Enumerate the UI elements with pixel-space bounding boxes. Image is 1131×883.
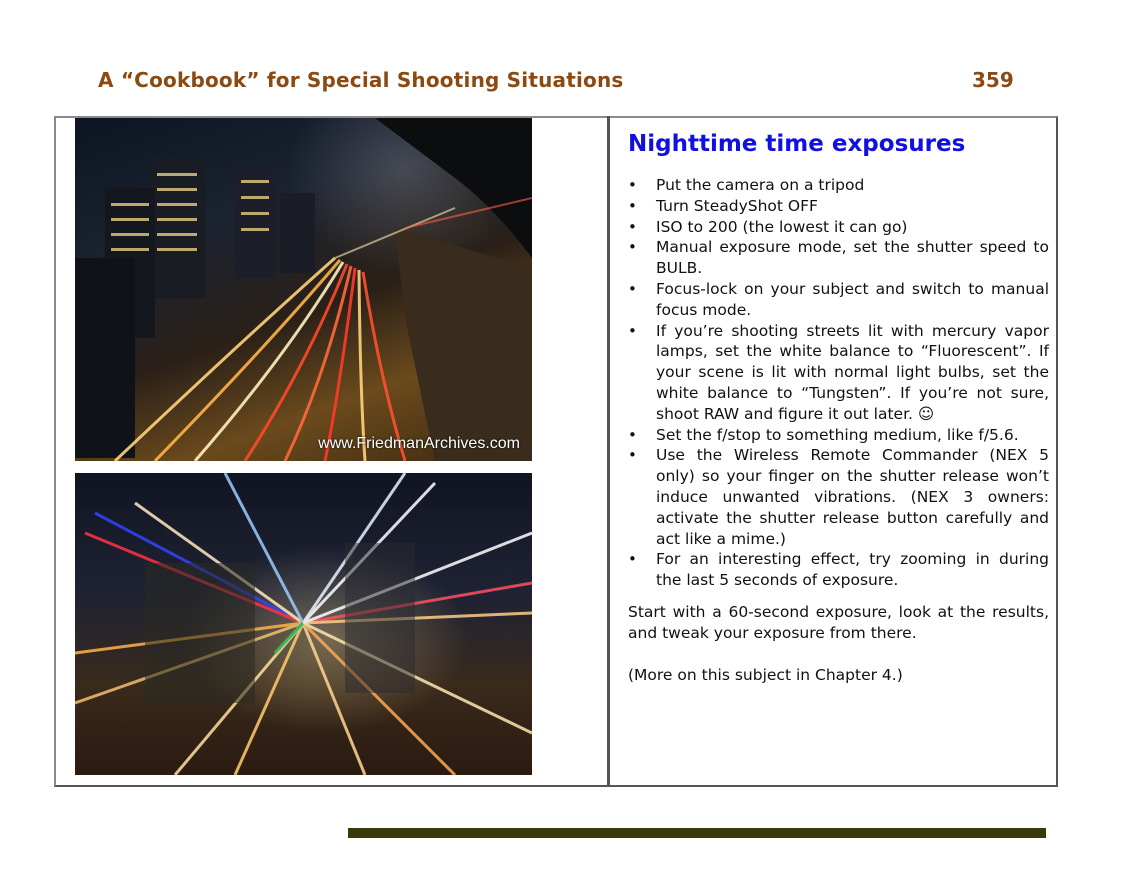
photo-watermark: www.FriedmanArchives.com (318, 435, 520, 452)
list-item: • For an interesting effect, try zooming in during the last 5 seconds of exposure. (628, 549, 1049, 591)
list-item: • Put the camera on a tripod (628, 175, 1049, 196)
page-number: 359 (972, 68, 1014, 92)
list-item: • If you’re shooting streets lit with mercury vapor lamps, set the white balance to “Fluorescent”. If your scene is lit with normal light bulbs, set the white balance to “Tungsten”. If you’re not sure, shoot RAW and figure it out later. ☺ (628, 321, 1049, 425)
list-item: • Turn SteadyShot OFF (628, 196, 1049, 217)
list-item: • Use the Wireless Remote Commander (NEX 5 only) so your finger on the shutter release won’t induce unwanted vibrations. (NEX 3 owners: activate the shutter release button carefully and act like a mime.) (628, 445, 1049, 549)
footer-rule (348, 828, 1046, 838)
city-night-freeway-photo (75, 118, 532, 461)
list-item: • Focus-lock on your subject and switch to manual focus mode. (628, 279, 1049, 321)
chapter-reference-note: (More on this subject in Chapter 4.) (628, 665, 903, 684)
section-title: Nighttime time exposures (628, 131, 966, 157)
list-item: • ISO to 200 (the lowest it can go) (628, 217, 1049, 238)
list-item: • Set the f/stop to something medium, like f/5.6. (628, 425, 1049, 446)
page-header-title: A “Cookbook” for Special Shooting Situations (98, 68, 624, 92)
tips-list (628, 175, 1049, 591)
column-divider (607, 116, 610, 787)
freeway-light-trails (75, 118, 532, 461)
summary-paragraph: Start with a 60-second exposure, look at the results, and tweak your exposure from there. (628, 602, 1049, 642)
zoom-burst-city-photo (75, 473, 532, 775)
list-item: • Manual exposure mode, set the shutter speed to BULB. (628, 237, 1049, 279)
zoom-burst-streaks (75, 473, 532, 775)
tips-column (628, 128, 1049, 685)
